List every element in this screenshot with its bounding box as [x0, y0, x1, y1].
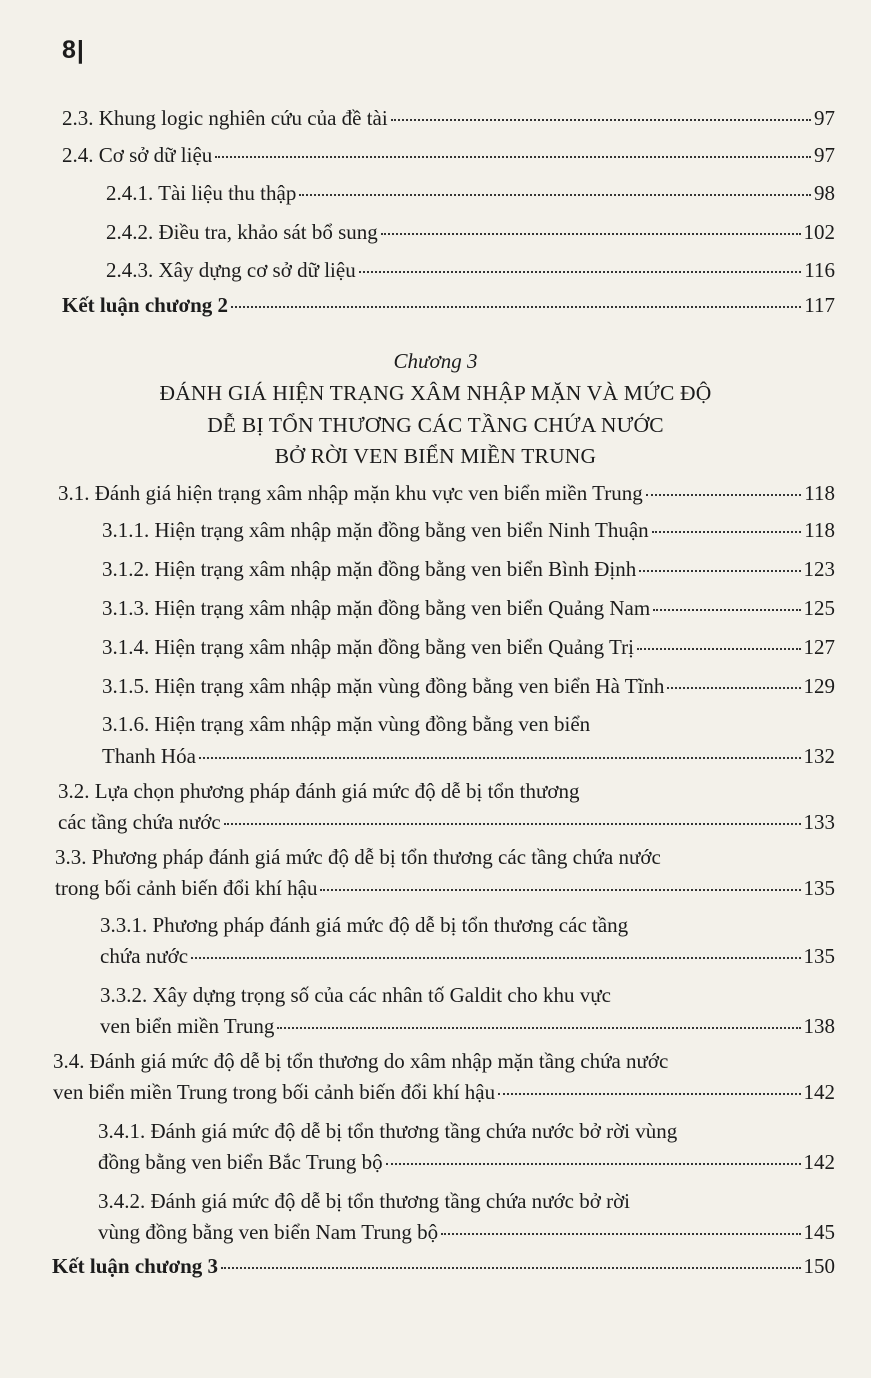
- toc-entry-3-4[interactable]: [53, 1080, 835, 1105]
- chapter-label: Chương 3: [393, 349, 478, 373]
- toc-page-number: 123: [803, 557, 835, 581]
- toc-entry-3-2-line-1: 3.2. Lựa chọn phương pháp đánh giá mức độ dễ bị tổn thương: [58, 779, 580, 803]
- toc-page-number: 142: [803, 1080, 835, 1104]
- leader-dots: [215, 155, 811, 158]
- toc-page-number: 117: [804, 293, 835, 317]
- leader-dots: [637, 647, 801, 650]
- toc-page-number: 116: [804, 258, 835, 282]
- toc-entry-title: đồng bằng ven biển Bắc Trung bộ: [98, 1150, 383, 1174]
- toc-entry-conclusion-3[interactable]: [52, 1254, 835, 1279]
- toc-entry-3-4-1[interactable]: [98, 1150, 835, 1175]
- leader-dots: [299, 193, 811, 196]
- toc-entry-3-1-6-line-1: 3.1.6. Hiện trạng xâm nhập mặn vùng đồng bằng ven biển: [102, 712, 591, 736]
- toc-entry-3-4-2-line-1: 3.4.2. Đánh giá mức độ dễ bị tổn thương tầng chứa nước bở rời: [98, 1189, 631, 1213]
- leader-dots: [386, 1162, 801, 1165]
- leader-dots: [221, 1266, 800, 1269]
- toc-entry-title: vùng đồng bằng ven biển Nam Trung bộ: [98, 1220, 439, 1244]
- leader-dots: [441, 1232, 800, 1235]
- toc-entry-3-1[interactable]: [58, 481, 835, 506]
- toc-page-number: 97: [814, 143, 835, 167]
- toc-entry-3-4-2[interactable]: [98, 1220, 835, 1245]
- toc-page-number: 145: [803, 1220, 835, 1244]
- toc-entry-title: 3.1.2. Hiện trạng xâm nhập mặn đồng bằng ven biển Bình Định: [102, 557, 637, 581]
- toc-entry-3-3-1[interactable]: [100, 944, 835, 969]
- toc-page-number: 132: [803, 744, 835, 768]
- toc-page-number: 118: [804, 481, 835, 505]
- page-number: 8|: [62, 36, 85, 64]
- toc-entry-title: trong bối cảnh biến đổi khí hậu: [55, 876, 318, 900]
- toc-entry-3-3[interactable]: [55, 876, 835, 901]
- toc-entry-title: ven biển miền Trung trong bối cảnh biến đổi khí hậu: [53, 1080, 496, 1104]
- toc-entry-title: ven biển miền Trung: [100, 1014, 275, 1038]
- chapter-title-line-1: ĐÁNH GIÁ HIỆN TRẠNG XÂM NHẬP MẶN VÀ MỨC ĐỘ: [159, 381, 712, 405]
- toc-page-number: 125: [803, 596, 835, 620]
- toc-entry-title: Kết luận chương 2: [62, 293, 229, 317]
- toc-entry-3-3-2-line-1: 3.3.2. Xây dựng trọng số của các nhân tố Galdit cho khu vực: [100, 983, 611, 1007]
- leader-dots: [646, 493, 802, 496]
- toc-page-number: 135: [803, 876, 835, 900]
- toc-page-number: 135: [803, 944, 835, 968]
- leader-dots: [320, 888, 800, 891]
- toc-page-number: 102: [803, 220, 835, 244]
- leader-dots: [359, 270, 802, 273]
- chapter-title-line-3: BỞ RỜI VEN BIỂN MIỀN TRUNG: [274, 444, 597, 468]
- toc-entry-3-1-2[interactable]: [102, 557, 835, 582]
- toc-entry-2-4-3[interactable]: [106, 258, 835, 283]
- toc-entry-title: 2.4. Cơ sở dữ liệu: [62, 143, 213, 167]
- toc-entry-title: 3.1.3. Hiện trạng xâm nhập mặn đồng bằng ven biển Quảng Nam: [102, 596, 651, 620]
- leader-dots: [199, 756, 801, 759]
- toc-entry-3-3-2[interactable]: [100, 1014, 835, 1039]
- leader-dots: [224, 822, 801, 825]
- leader-dots: [381, 232, 801, 235]
- toc-page-number: 98: [814, 181, 835, 205]
- toc-entry-3-1-6[interactable]: [102, 744, 835, 769]
- toc-entry-3-3-1-line-1: 3.3.1. Phương pháp đánh giá mức độ dễ bị tổn thương các tầng: [100, 913, 629, 937]
- leader-dots: [231, 305, 801, 308]
- toc-page-number: 129: [803, 674, 835, 698]
- toc-page-number: 150: [803, 1254, 835, 1278]
- leader-dots: [498, 1092, 800, 1095]
- toc-entry-title: 3.1.1. Hiện trạng xâm nhập mặn đồng bằng ven biển Ninh Thuận: [102, 518, 649, 542]
- leader-dots: [639, 569, 800, 572]
- toc-page-number: 138: [803, 1014, 835, 1038]
- toc-entry-3-1-4[interactable]: [102, 635, 835, 660]
- toc-entry-3-4-line-1: 3.4. Đánh giá mức độ dễ bị tổn thương do xâm nhập mặn tầng chứa nước: [53, 1049, 669, 1073]
- toc-entry-2-4-1[interactable]: [106, 181, 835, 206]
- toc-entry-title: Kết luận chương 3: [52, 1254, 219, 1278]
- toc-page-number: 97: [814, 106, 835, 130]
- toc-entry-title: 2.3. Khung logic nghiên cứu của đề tài: [62, 106, 388, 130]
- toc-page-number: 127: [803, 635, 835, 659]
- toc-entry-title: 2.4.1. Tài liệu thu thập: [106, 181, 297, 205]
- toc-entry-2-4-2[interactable]: [106, 220, 835, 245]
- toc-entry-title: 2.4.2. Điều tra, khảo sát bổ sung: [106, 220, 378, 244]
- toc-entry-3-2[interactable]: [58, 810, 835, 835]
- toc-entry-title: 2.4.3. Xây dựng cơ sở dữ liệu: [106, 258, 356, 282]
- toc-entry-3-1-3[interactable]: [102, 596, 835, 621]
- toc-entry-title: 3.1.4. Hiện trạng xâm nhập mặn đồng bằng ven biển Quảng Trị: [102, 635, 634, 659]
- toc-entry-title: 3.1.5. Hiện trạng xâm nhập mặn vùng đồng bằng ven biển Hà Tĩnh: [102, 674, 665, 698]
- leader-dots: [277, 1026, 800, 1029]
- leader-dots: [391, 118, 811, 121]
- toc-entry-title: Thanh Hóa: [102, 744, 196, 768]
- toc-entry-title: các tầng chứa nước: [58, 810, 221, 834]
- toc-entry-3-1-5[interactable]: [102, 674, 835, 699]
- toc-page-number: 142: [803, 1150, 835, 1174]
- toc-entry-conclusion-2[interactable]: [62, 293, 835, 318]
- toc-entry-2-3[interactable]: [62, 106, 835, 131]
- toc-entry-3-3-line-1: 3.3. Phương pháp đánh giá mức độ dễ bị tổn thương các tầng chứa nước: [55, 845, 661, 869]
- toc-entry-3-4-1-line-1: 3.4.1. Đánh giá mức độ dễ bị tổn thương tầng chứa nước bở rời vùng: [98, 1119, 678, 1143]
- toc-entry-title: chứa nước: [100, 944, 189, 968]
- toc-entry-title: 3.1. Đánh giá hiện trạng xâm nhập mặn khu vực ven biển miền Trung: [58, 481, 643, 505]
- toc-entry-3-1-1[interactable]: [102, 518, 835, 543]
- leader-dots: [652, 530, 802, 533]
- leader-dots: [191, 956, 800, 959]
- leader-dots: [653, 608, 800, 611]
- chapter-title-line-2: DỄ BỊ TỔN THƯƠNG CÁC TẦNG CHỨA NƯỚC: [207, 413, 664, 437]
- toc-page-number: 118: [804, 518, 835, 542]
- toc-page-number: 133: [803, 810, 835, 834]
- toc-entry-2-4[interactable]: [62, 143, 835, 168]
- leader-dots: [667, 686, 800, 689]
